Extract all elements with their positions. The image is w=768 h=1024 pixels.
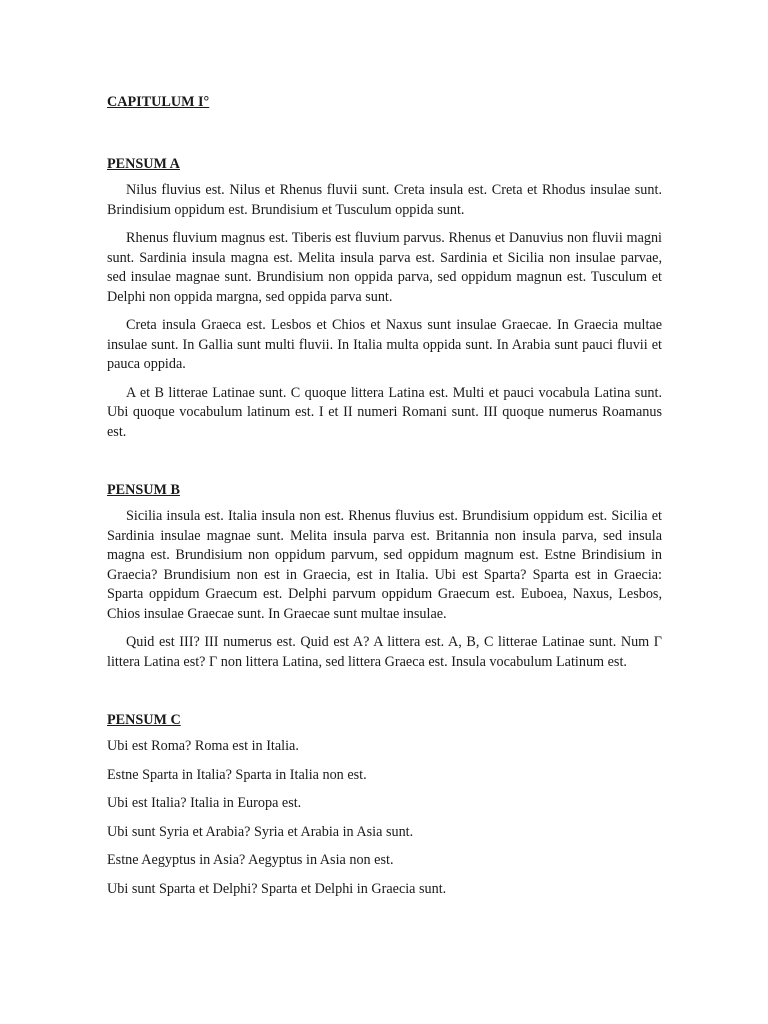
document-page [107, 92, 662, 908]
pensum-c-line: Estne Sparta in Italia? Sparta in Italia non est. [107, 766, 367, 783]
pensum-a-paragraph: A et B litterae Latinae sunt. C quoque littera Latina est. Multi et pauci vocabula Latina sunt. Ubi quoque vocabulum latinum est. I et II numeri Romani sunt. III quoque numerus Roamanus est. [107, 384, 662, 440]
pensum-c-line: Estne Aegyptus in Asia? Aegyptus in Asia non est. [107, 852, 394, 868]
pensum-a-paragraph: Nilus fluvius est. Nilus et Rhenus fluvii sunt. Creta insula est. Creta et Rhodus insulae sunt. Brindisium oppidum est. Brundisium et Tusculum oppida sunt. [107, 182, 662, 218]
pensum-b-title: PENSUM B [107, 482, 180, 498]
pensum-b-paragraph: Quid est III? III numerus est. Quid est A? A littera est. A, B, C litterae Latinae sunt. Num Γ littera Latina est? Γ non littera Latina, sed littera Graeca est. Insula vocabulum Latinum est. [107, 634, 662, 670]
pensum-a-title: PENSUM A [107, 156, 180, 172]
pensum-a-paragraph: Creta insula Graeca est. Lesbos et Chios et Naxus sunt insulae Graecae. In Graecia multae insulae sunt. In Gallia sunt multi fluvii. In Italia multa oppida sunt. In Arabia sunt pauci fluvii et pauca oppida. [107, 317, 662, 372]
pensum-c-line: Ubi sunt Sparta et Delphi? Sparta et Delphi in Graecia sunt. [107, 880, 447, 897]
pensum-c-section [107, 710, 662, 899]
pensum-c-line: Ubi sunt Syria et Arabia? Syria et Arabia in Asia sunt. [107, 823, 414, 840]
pensum-c-title: PENSUM C [107, 712, 181, 728]
pensum-b-paragraph: Sicilia insula est. Italia insula non est. Rhenus fluvius est. Brundisium oppidum est. Sicilia et Sardinia insulae magnae sunt. Melita insula parva est. Britannia non insula parva, sed insula magna est. Brundisium non oppidum parvum, sed oppidum magnum est. Estne Brindisium in Graecia? Brundisium non est in Graecia, est in Italia. Ubi est Sparta? Sparta est in Graecia: Sparta oppidum Graecum est. Delphi parvum oppidum Graecum est. Euboea, Naxus, Lesbos, Chios insulae Graecae sunt. In Graecae sunt multae insulae. [107, 508, 662, 622]
chapter-title: CAPITULUM I° [107, 94, 210, 110]
pensum-a-paragraph: Rhenus fluvium magnus est. Tiberis est fluvium parvus. Rhenus et Danuvius non fluvii magni sunt. Sardinia insula magna est. Melita insula parva est. Sardinia et Sicilia non insulae parvae, sed insulae magnae sunt. Brundisium non oppida parva, sed oppidum magnun est. Tusculum et Delphi non oppida margna, sed oppida parva sunt. [107, 230, 662, 305]
pensum-a-section [107, 154, 662, 442]
pensum-c-line: Ubi est Italia? Italia in Europa est. [107, 795, 302, 811]
pensum-c-line: Ubi est Roma? Roma est in Italia. [107, 738, 299, 754]
pensum-b-section [107, 480, 662, 672]
